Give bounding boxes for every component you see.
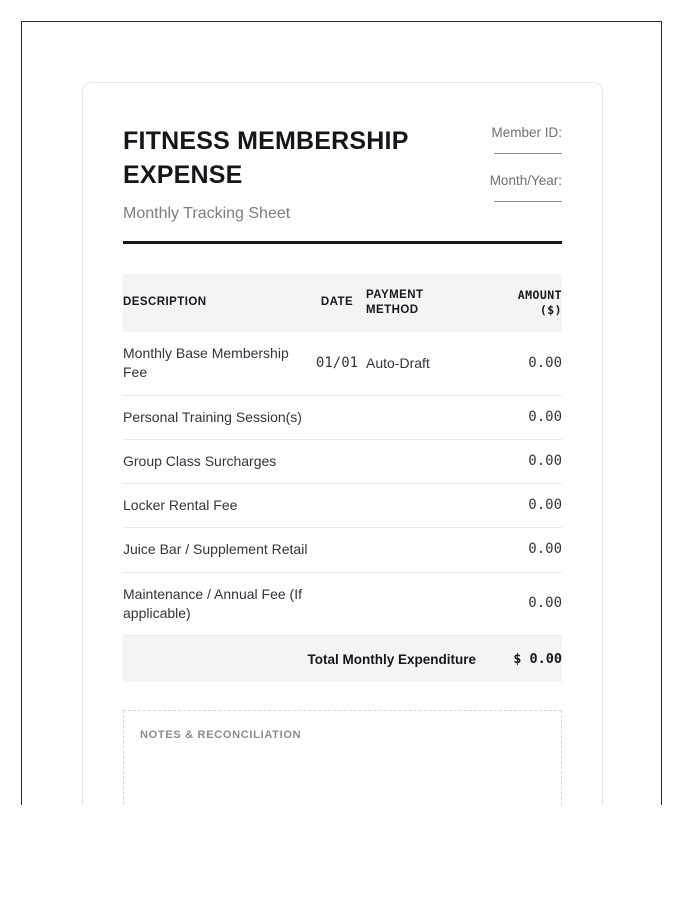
member-id-label: Member ID: [491, 125, 562, 140]
row-method[interactable] [366, 528, 476, 572]
expense-table [123, 274, 562, 682]
row-method[interactable] [366, 572, 476, 636]
total-row [123, 636, 562, 683]
column-header-description: DESCRIPTION [123, 274, 308, 332]
row-date[interactable] [308, 528, 366, 572]
total-amount: $ 0.00 [476, 636, 562, 683]
row-amount[interactable]: 0.00 [476, 572, 562, 636]
month-year-field[interactable] [402, 173, 562, 207]
row-amount[interactable]: 0.00 [476, 395, 562, 439]
column-header-date: DATE [308, 274, 366, 332]
row-date[interactable] [308, 572, 366, 636]
document-viewport-frame [21, 21, 662, 805]
page-subtitle: Monthly Tracking Sheet [123, 204, 291, 222]
row-date[interactable] [308, 395, 366, 439]
row-method[interactable] [366, 395, 476, 439]
row-date[interactable] [308, 439, 366, 483]
row-description: Locker Rental Fee [123, 484, 308, 528]
payment-method-header-line1: PAYMENT [366, 289, 424, 301]
sheet-content [123, 83, 562, 805]
row-amount[interactable]: 0.00 [476, 439, 562, 483]
row-description: Maintenance / Annual Fee (If applicable) [123, 572, 308, 636]
expense-table-body [123, 332, 562, 636]
title-divider [123, 241, 562, 244]
row-amount[interactable]: 0.00 [476, 528, 562, 572]
expense-table-foot [123, 636, 562, 683]
table-header-row [123, 274, 562, 332]
table-row [123, 439, 562, 483]
row-date[interactable] [308, 484, 366, 528]
member-id-field[interactable] [402, 125, 562, 159]
page-title: FITNESS MEMBERSHIP EXPENSE [123, 127, 409, 189]
row-description: Monthly Base Membership Fee [123, 332, 308, 395]
row-date[interactable]: 01/01 [308, 332, 366, 395]
notes-box[interactable] [123, 710, 562, 805]
month-year-blank-line[interactable] [494, 201, 562, 202]
table-row [123, 484, 562, 528]
row-description: Juice Bar / Supplement Retail [123, 528, 308, 572]
member-id-blank-line[interactable] [494, 153, 562, 154]
expense-table-head [123, 274, 562, 332]
row-method[interactable] [366, 439, 476, 483]
row-description: Personal Training Session(s) [123, 395, 308, 439]
month-year-label: Month/Year: [489, 173, 562, 189]
title-column [123, 125, 423, 223]
row-amount[interactable]: 0.00 [476, 332, 562, 395]
sheet-header [123, 83, 562, 241]
row-method[interactable]: Auto-Draft [366, 332, 476, 395]
total-label: Total Monthly Expenditure [123, 636, 476, 683]
row-method[interactable] [366, 484, 476, 528]
payment-method-header-line2: METHOD [366, 303, 419, 316]
table-row [123, 528, 562, 572]
notes-title: NOTES & RECONCILIATION [140, 729, 302, 742]
table-row [123, 572, 562, 636]
amount-header-line2: ($) [539, 302, 562, 317]
amount-header-line1: AMOUNT [517, 288, 562, 302]
row-description: Group Class Surcharges [123, 439, 308, 483]
expense-sheet-card [82, 82, 603, 805]
column-header-payment-method [366, 274, 476, 332]
row-amount[interactable]: 0.00 [476, 484, 562, 528]
column-header-amount [476, 274, 562, 332]
header-meta-fields [402, 125, 562, 221]
table-row [123, 332, 562, 395]
table-row [123, 395, 562, 439]
